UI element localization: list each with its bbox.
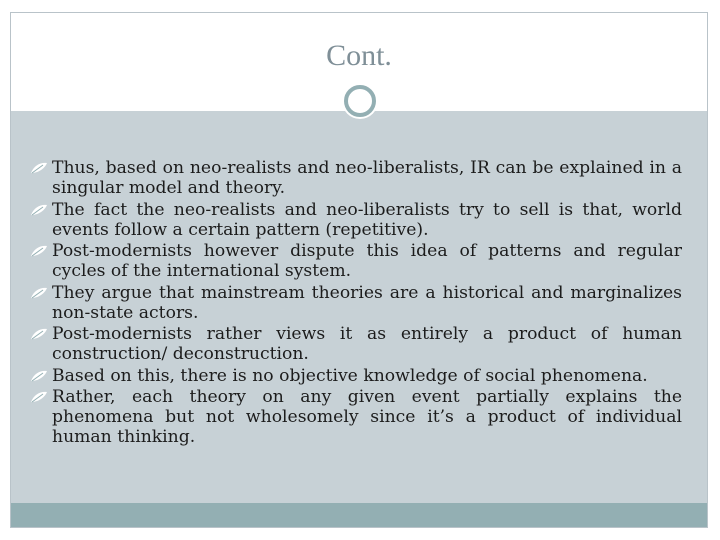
bullet-item bbox=[30, 241, 682, 281]
circle-ring-inner bbox=[344, 85, 376, 117]
leaf-bullet-icon bbox=[30, 390, 48, 404]
bullet-item bbox=[30, 366, 682, 386]
slide-title: Cont. bbox=[326, 39, 392, 72]
bullet-text: Thus, based on neo-realists and neo-liberalists, IR can be explained in a singular model and theory. bbox=[52, 158, 682, 198]
leaf-bullet-icon bbox=[30, 286, 48, 300]
leaf-bullet-icon bbox=[30, 244, 48, 258]
circle-ring-icon bbox=[342, 83, 378, 119]
bullet-text: Post-modernists however dispute this idea of patterns and regular cycles of the international system. bbox=[52, 241, 682, 281]
bullet-list bbox=[30, 158, 682, 449]
bullet-item bbox=[30, 200, 682, 240]
leaf-bullet-icon bbox=[30, 161, 48, 175]
bullet-text: The fact the neo-realists and neo-liberalists try to sell is that, world events follow a certain pattern (repetitive). bbox=[52, 199, 682, 240]
footer-bar bbox=[11, 503, 707, 527]
leaf-bullet-icon bbox=[30, 369, 48, 383]
bullet-item bbox=[30, 283, 682, 323]
leaf-bullet-icon bbox=[30, 203, 48, 217]
bullet-text: Post-modernists rather views it as entirely a product of human construction/ deconstruction. bbox=[52, 324, 682, 364]
bullet-item bbox=[30, 387, 682, 447]
bullet-text: Rather, each theory on any given event partially explains the phenomena but not wholesomely since it’s a product of individual human thinking. bbox=[52, 387, 682, 447]
bullet-item bbox=[30, 158, 682, 198]
leaf-bullet-icon bbox=[30, 327, 48, 341]
bullet-item bbox=[30, 324, 682, 364]
bullet-text: They argue that mainstream theories are a historical and marginalizes non-state actors. bbox=[52, 282, 682, 323]
bullet-text: Based on this, there is no objective knowledge of social phenomena. bbox=[52, 365, 648, 386]
